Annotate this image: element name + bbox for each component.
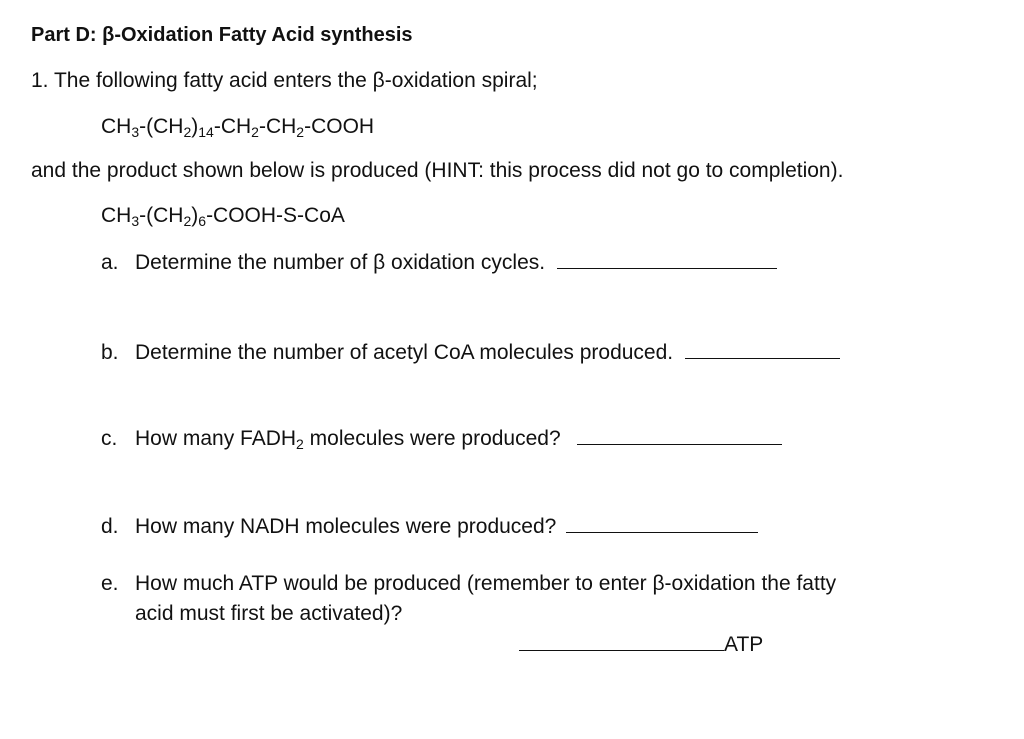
question-text: Determine the number of β oxidation cycles.	[135, 251, 546, 274]
product-formula: $CH_3-(CH_2)_6-COOH-S$-CoA	[101, 204, 345, 229]
product-intro-text: and the product shown below is produced (HINT: this process did not go to completion).	[31, 159, 844, 182]
answer-blank-a[interactable]	[557, 248, 777, 269]
answer-blank-c[interactable]	[577, 424, 782, 445]
question-text: molecules were produced?	[303, 427, 561, 450]
question-text: How many FADH	[135, 427, 297, 450]
question-text: Determine the number of acetyl CoA molecules produced.	[135, 341, 674, 364]
question-b	[101, 338, 840, 366]
answer-blank-b[interactable]	[685, 338, 840, 359]
question-1-text: 1. The following fatty acid enters the β-oxidation spiral;	[31, 69, 538, 92]
question-marker: d.	[101, 515, 119, 538]
atp-answer-line	[519, 630, 763, 658]
question-text: How many NADH molecules were produced?	[135, 515, 557, 538]
question-d	[101, 512, 758, 540]
answer-blank-d[interactable]	[566, 512, 758, 533]
question-e-continuation: acid must first be activated)?	[135, 602, 403, 625]
answer-blank-e[interactable]	[519, 630, 724, 651]
question-marker: a.	[101, 251, 119, 274]
question-e	[101, 571, 836, 597]
atp-unit-label: ATP	[724, 633, 764, 656]
question-c: c. How many $FADH_2$ molecules were produced?	[101, 424, 782, 453]
question-marker: e.	[101, 572, 119, 595]
question-text: How much ATP would be produced (remember to enter β-oxidation the fatty	[135, 572, 837, 595]
starting-fatty-acid-formula: $CH_3-(CH_2)_{14}-CH_2-CH_2$-COOH	[101, 115, 375, 140]
question-marker: c.	[101, 427, 118, 450]
question-a	[101, 248, 777, 276]
question-marker: b.	[101, 341, 119, 364]
page-title: Part D: β-Oxidation Fatty Acid synthesis	[31, 24, 413, 46]
